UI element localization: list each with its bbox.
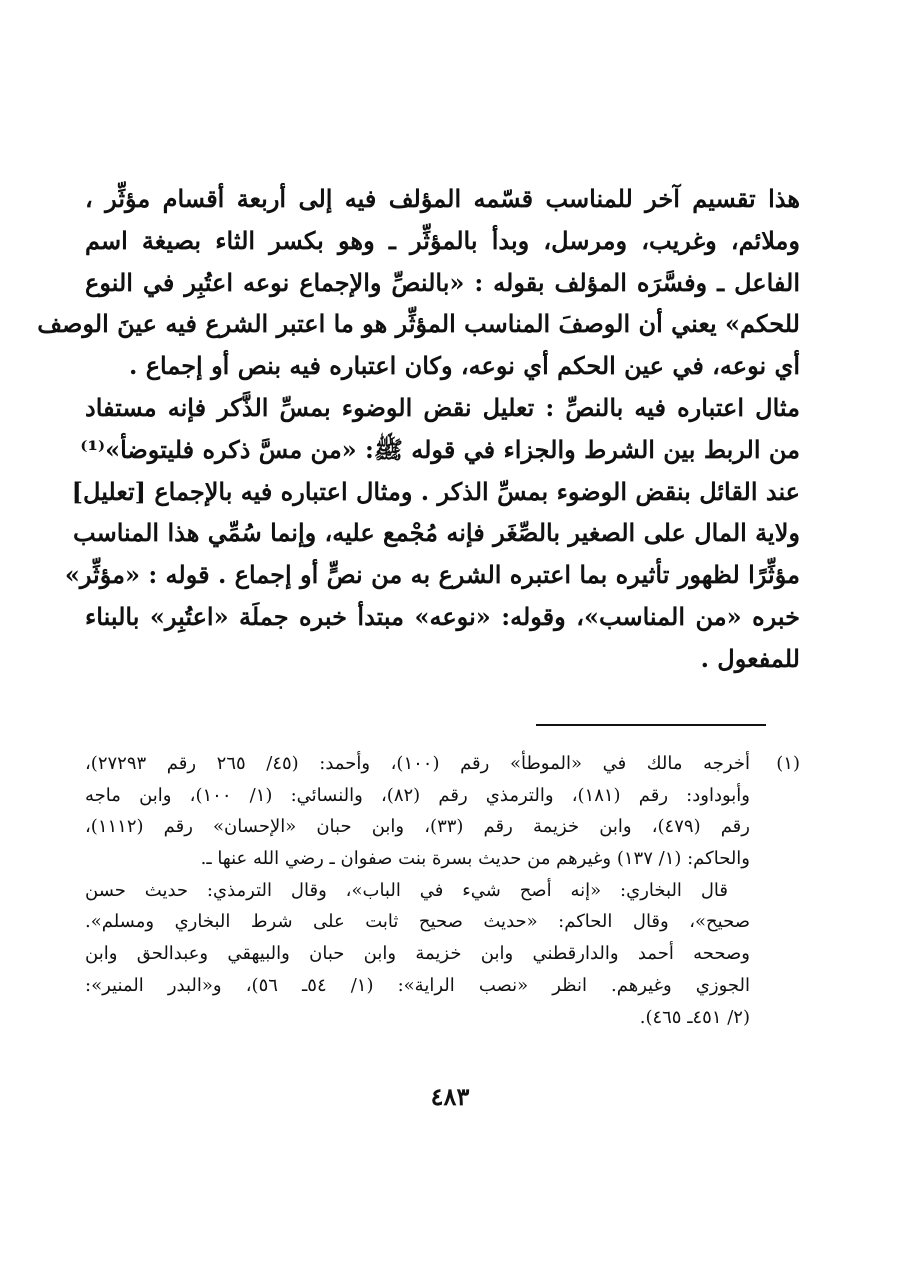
footnote-line: الجوزي وغيرهم. انظر «نصب الراية»: (١/ ٥٤ـ ٥٦)، و«البدر المنير»: [85,974,750,996]
footnote-line: صحيح»، وقال الحاكم: «حديث صحيح ثابت على شرط البخاري ومسلم». [85,911,750,933]
main-text-line: أي نوعه، في عين الحكم أي نوعه، وكان اعتباره فيه بنص أو إجماع . [129,351,800,381]
footnote-line: وأبوداود: رقم (١٨١)، والترمذي رقم (٨٢)، والنسائي: (١/ ١٠٠)، وابن ماجه [85,784,750,806]
footnote-separator [536,724,766,726]
footnote-line: (٢/ ٤٥١ـ ٤٦٥). [639,1006,750,1028]
footnote-line: أخرجه مالك في «الموطأ» رقم (١٠٠)، وأحمد: (٤٥/ ٢٦٥ رقم ٢٧٢٩٣)، [85,753,750,774]
main-text-line: ولاية المال على الصغير بالصِّغَر فإنه مُجْمع عليه، وإنما سُمِّي هذا المناسب [73,518,800,548]
main-text-block [37,178,800,680]
main-text-line: مثال اعتباره فيه بالنصِّ : تعليل نقض الوضوء بمسِّ الذَّكر فإنه مستفاد [85,392,800,422]
footnote-number: (١) [776,753,800,774]
footnote-line: والحاكم: (١/ ١٣٧) وغيرهم من حديث بسرة بنت صفوان ـ رضي الله عنها ـ. [200,848,750,870]
main-text-line: الفاعل ـ وفسَّرَه المؤلف بقوله : «بالنصِّ والإجماع نوعه اعتُبِر في النوع [85,267,800,297]
main-text-line: عند القائل بنقض الوضوء بمسِّ الذكر . ومثال اعتباره فيه بالإجماع [تعليل] [71,476,800,506]
footnote-line: قال البخاري: «إنه أصح شيء في الباب»، وقال الترمذي: حديث حسن [85,879,728,901]
footnote-line: رقم (٤٧٩)، وابن خزيمة رقم (٣٣)، وابن حبان «الإحسان» رقم (١١١٢)، [85,816,750,838]
main-text-line: من الربط بين الشرط والجزاء في قوله ﷺ: «من مسَّ ذكره فليتوضأ»⁽¹⁾ [80,434,800,464]
main-text-line: للمفعول . [700,643,800,673]
main-text-line: وملائم، وغريب، ومرسل، وبدأ بالمؤثِّر ـ وهو بكسر الثاء بصيغة اسم [85,225,800,255]
footnote-line: وصححه أحمد والدارقطني وابن خزيمة وابن حبان والبيهقي وعبدالحق وابن [85,943,750,965]
footnotes-block [85,748,800,1033]
main-text-line: للحكم» يعني أن الوصفَ المناسب المؤثِّر هو ما اعتبر الشرع فيه عينَ الوصف [37,309,800,339]
main-text-line: مؤثِّرًا لظهور تأثيره بما اعتبره الشرع به من نصٍّ أو إجماع . قوله : «مؤثِّر» [64,560,800,590]
footnote-1 [85,748,800,1033]
main-text-line: هذا تقسيم آخر للمناسب قسّمه المؤلف فيه إلى أربعة أقسام مؤثِّر ، [85,184,800,213]
page-number: ٤٨٣ [430,1082,470,1111]
main-text-line: خبره «من المناسب»، وقوله: «نوعه» مبتدأ خبره جملَة «اعتُبِر» بالبناء [85,601,800,631]
